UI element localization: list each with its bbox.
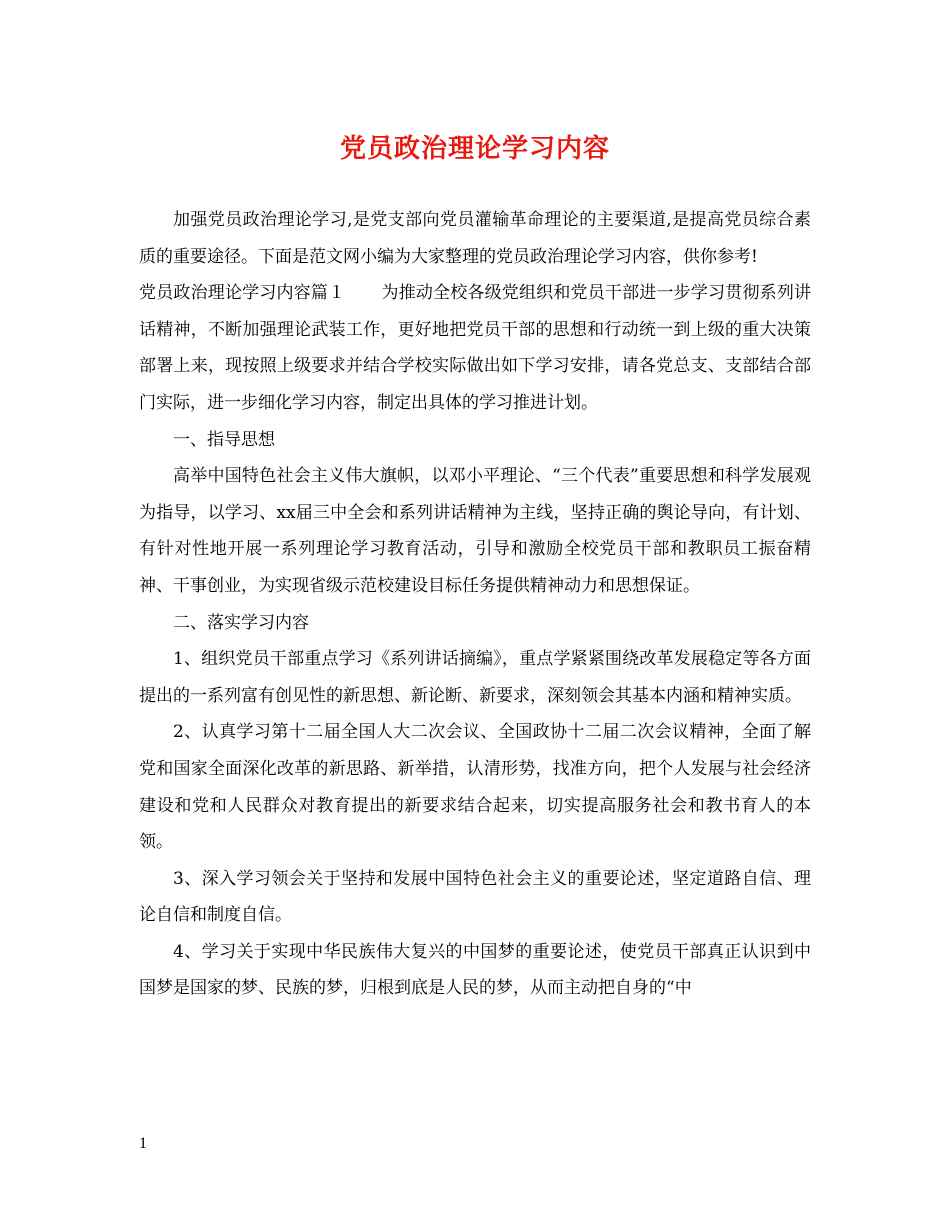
section-heading: 党员政治理论学习内容篇１ [139,283,346,304]
intro-paragraph: 加强党员政治理论学习,是党支部向党员灌输革命理论的主要渠道,是提高党员综合素质的重要途径。下面是范文网小编为大家整理的党员政治理论学习内容，供你参考! [139,210,811,267]
heading-guiding-thought: 一、指导思想 [173,429,275,450]
section-paragraph [139,275,811,421]
section-text: 为推动全校各级党组织和党员干部进一步学习贯彻系列讲话精神，不断加强理论武装工作，更好地把党员干部的思想和行动统一到上级的重大决策部署上来，现按照上级要求并结合学校实际做出如下学习安排，请各党总支、支部结合部门实际，进一步细化学习内容，制定出具体的学习推进计划。 [139,283,812,413]
study-item-1: 1、组织党员干部重点学习《系列讲话摘编》，重点学紧紧围绕改革发展稳定等各方面提出的一系列富有创见性的新思想、新论断、新要求，深刻领会其基本内涵和精神实质。 [139,649,811,706]
study-item-2: 2、认真学习第十二届全国人大二次会议、全国政协十二届二次会议精神，全面了解党和国家全面深化改革的新思路、新举措，认清形势，找准方向，把个人发展与社会经济建设和党和人民群众对教育提出的新要求结合起来，切实提高服务社会和教书育人的本领。 [139,722,811,853]
study-item-3: 3、深入学习领会关于坚持和发展中国特色社会主义的重要论述，坚定道路自信、理论自信和制度自信。 [139,868,811,926]
document-title: 党员政治理论学习内容 [339,134,610,164]
document-body [139,202,811,1007]
study-item-4: 4、学习关于实现中华民族伟大复兴的中国梦的重要论述，使党员干部真正认识到中国梦是国家的梦、民族的梦，归根到底是人民的梦，从而主动把自身的“中 [139,941,811,999]
page-number: 1 [139,1135,147,1152]
guiding-thought-paragraph: 高举中国特色社会主义伟大旗帜，以邓小平理论、“三个代表”重要思想和科学发展观为指导，以学习、xx届三中全会和系列讲话精神为主线，坚持正确的舆论导向，有计划、有针对性地开展一系列理论学习教育活动，引导和激励全校党员干部和教职员工振奋精神、干事创业，为实现省级示范校建设目标任务提供精神动力和思想保证。 [139,466,811,596]
heading-study-content: 二、落实学习内容 [173,612,309,633]
